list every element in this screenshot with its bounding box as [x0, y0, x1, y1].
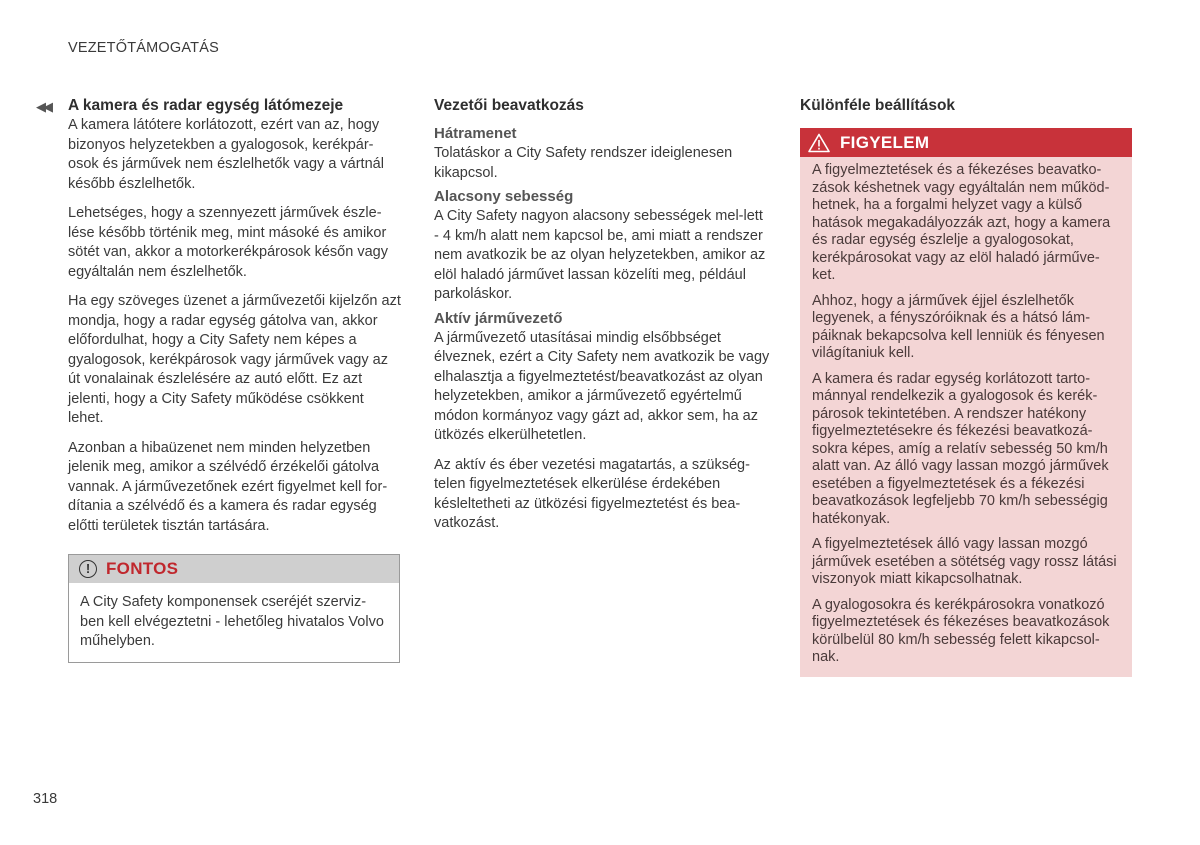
active-driver-text: A járművezető utasításai mindig elsőbbséget élveznek, ezért a City Safety nem avatkozik be vagy elhalasztja a figyelmeztetést/beavatkozást az olyan helyzetekben, amikor a járművezető egyértelmű módon kormányoz vagy gázt ad, akkor sem, ha az ütközés elkerülhetetlen. — [434, 329, 770, 443]
warning-paragraph: A figyelmeztetések álló vagy lassan mozgó járművek esetében a sötétség vagy rossz látási viszonyok miatt kikapcsolhatnak. — [812, 536, 1117, 587]
warning-paragraph: A figyelmeztetések és a fékezéses beavatko-zások késhetnek vagy egyáltalán nem működ-hetnek, ha a forgalmi helyzet vagy a külső hatások megakadályozzák azt, hogy a kamera és radar egység észlelje a gyalogosokat, kerékpárosokat vagy az elöl haladó járműve-ket. — [812, 162, 1111, 283]
column-driver-intervention — [434, 96, 770, 544]
important-notice-text: A City Safety komponensek cseréjét szerviz-ben kell elvégeztetni - lehetőleg hivatalos Volvo műhelyben. — [80, 594, 384, 649]
page-number: 318 — [33, 791, 58, 807]
active-driver-subheading: Aktív járművezető — [434, 309, 563, 327]
column-camera-radar — [36, 96, 403, 663]
reverse-subheading: Hátramenet — [434, 125, 517, 142]
misc-settings-heading: Különféle beállítások — [800, 97, 956, 114]
column-misc-settings — [800, 96, 1132, 677]
section-header: VEZETŐTÁMOGATÁS — [68, 40, 219, 56]
driver-intervention-heading: Vezetői beavatkozás — [434, 97, 584, 114]
paragraph: A kamera látótere korlátozott, ezért van az, hogy bizonyos helyzetekben a gyalogosok, kerékpár-osok és járművek nem észlelhetők vagy a vártnál később észlelhetők. — [68, 117, 384, 192]
important-notice-header — [69, 555, 399, 583]
warning-triangle-icon — [808, 133, 830, 153]
reverse-text: Tolatáskor a City Safety rendszer ideiglenesen kikapcsol. — [434, 145, 733, 181]
exclamation-circle-icon: ! — [79, 560, 97, 578]
camera-radar-heading: A kamera és radar egység látómezeje — [68, 97, 344, 114]
warning-paragraph: Ahhoz, hogy a járművek éjjel észlelhetők legyenek, a fényszóróiknak és a hátsó lám-páiknak bekapcsolva kell lenniük és fényesen világítaniuk kell. — [812, 292, 1105, 361]
important-notice-title: FONTOS — [106, 559, 179, 579]
warning-paragraph: A gyalogosokra és kerékpárosokra vonatkozó figyelmeztetések és fékezéses beavatkozások körülbelül 80 km/h sebesség felett kikapcsol-nak. — [812, 596, 1110, 665]
low-speed-subheading: Alacsony sebesség — [434, 188, 574, 205]
low-speed-text: A City Safety nagyon alacsony sebességek mel-lett - 4 km/h alatt nem kapcsol be, ami miatt a rendszer nem avatkozik be az olyan helyzetekben, amikor az elöl haladó járművet lassan közelíti meg, például parkoláskor. — [434, 208, 766, 302]
closing-paragraph: Az aktív és éber vezetési magatartás, a szükség-telen figyelmeztetések elkerülése érdekében késleltetheti az ütközési figyelmeztetést és bea-vatkozást. — [434, 456, 750, 531]
warning-header — [800, 128, 1132, 157]
warning-title: FIGYELEM — [840, 132, 930, 152]
warning-box — [800, 128, 1132, 677]
important-notice-box — [68, 554, 400, 663]
warning-text — [800, 157, 1132, 677]
paragraph: Lehetséges, hogy a szennyezett járművek észle-lése később történik meg, mint másoké és amikor sötét van, akkor a motorkerékpárosok későn vagy egyáltalán nem észlelhetők. — [68, 205, 388, 280]
warning-paragraph: A kamera és radar egység korlátozott tarto-mánnyal rendelkezik a gyalogosok és kerék-párosok tekintetében. A rendszer hatékony figyelmeztetésekre és fékezési beavatkozá-sokra képes, amíg a relatív sebesség 50 km/h alatt van. Az álló vagy lassan mozgó járművek esetében a figyelmeztetések és a fékezési beavatkozások legfeljebb 70 km/h sebességig hatékonyak. — [812, 370, 1109, 527]
double-chevron-left-icon: ◀◀ — [36, 99, 50, 114]
paragraph: Azonban a hibaüzenet nem minden helyzetben jelenik meg, amikor a szélvédő érzékelői gátolva vannak. A járművezetőnek ezért figyelmet kell for-dítania a szélvédő és a kamera és radar egység előtti területek tisztán tartására. — [68, 439, 388, 534]
paragraph: Ha egy szöveges üzenet a járművezetői kijelzőn azt mondja, hogy a radar egység gátolva van, akkor előfordulhat, hogy a City Safety nem képes a gyalogosok, kerékpárosok vagy járművek vagy az út vonalainak észlelésére az autó előtt. Ez azt jelenti, hogy a City Safety működése csökkent lehet. — [68, 293, 401, 426]
